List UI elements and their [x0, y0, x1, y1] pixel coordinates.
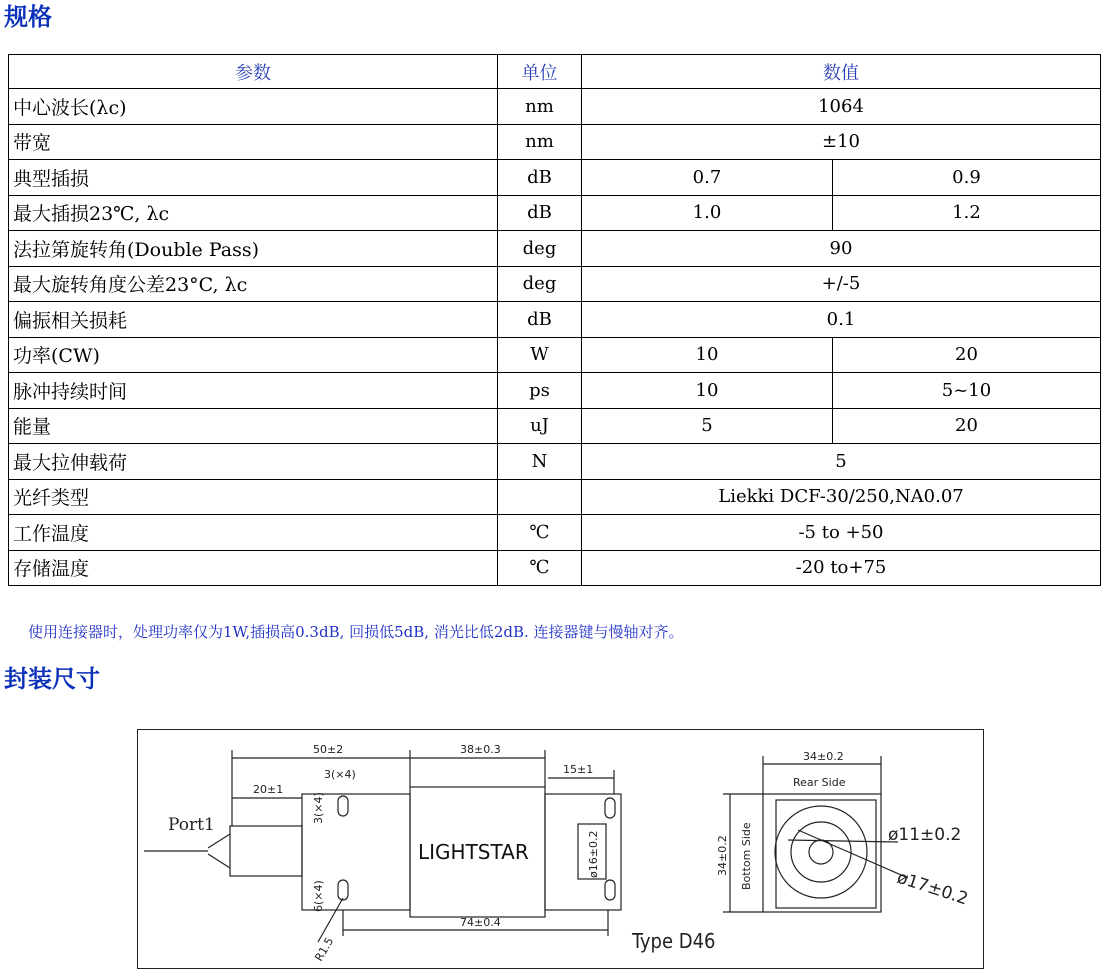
dim-15: 15±1: [563, 763, 594, 776]
dim-side-height: 34±0.2: [716, 835, 729, 876]
outer-circle: [775, 806, 867, 898]
unit-cell: dB: [498, 302, 582, 338]
spec-section-title: 规格: [4, 3, 52, 31]
spec-row: [9, 515, 1101, 551]
slot-top-left: [338, 796, 348, 816]
bottom-side-label: Bottom Side: [740, 822, 753, 890]
param-cell: 光纤类型: [9, 479, 498, 515]
dim-rear-width: 34±0.2: [803, 750, 844, 763]
spec-row: [9, 231, 1101, 267]
param-cell: 最大旋转角度公差23°C, λc: [9, 266, 498, 302]
spec-header-row: [9, 55, 1101, 89]
value-cell: Liekki DCF-30/250,NA0.07: [582, 479, 1101, 515]
param-cell: 工作温度: [9, 515, 498, 551]
unit-cell: nm: [498, 124, 582, 160]
value-cell: 5: [582, 444, 1101, 480]
spec-row: [9, 266, 1101, 302]
unit-cell: dB: [498, 160, 582, 196]
param-cell: 脉冲持续时间: [9, 373, 498, 409]
type-label: Type D46: [632, 929, 716, 953]
connector-note: 使用连接器时，处理功率仅为1W,插损高0.3dB, 回损低5dB, 消光比低2dB. 连接器键与慢轴对齐。: [28, 623, 684, 641]
spec-row: [9, 195, 1101, 231]
spec-table-body: [9, 89, 1101, 586]
value-cell: 90: [582, 231, 1101, 267]
value-cell: -5 to +50: [582, 515, 1101, 551]
param-cell: 法拉第旋转角(Double Pass): [9, 231, 498, 267]
spec-table: [8, 54, 1101, 586]
value-cell: +/-5: [582, 266, 1101, 302]
fiber-boot: [230, 826, 302, 876]
fiber-taper: [208, 834, 230, 868]
unit-cell: N: [498, 444, 582, 480]
spec-row: [9, 408, 1101, 444]
right-flange: [545, 794, 621, 910]
value-cell: 1.2: [833, 195, 1101, 231]
value-cell: 10: [582, 373, 833, 409]
value-cell: 20: [833, 337, 1101, 373]
spec-row: [9, 302, 1101, 338]
value-cell: 1064: [582, 89, 1101, 125]
slot-bottom-left: [338, 880, 348, 900]
spec-row: [9, 444, 1101, 480]
param-cell: 最大插损23℃, λc: [9, 195, 498, 231]
param-cell: 最大拉伸载荷: [9, 444, 498, 480]
unit-cell: dB: [498, 195, 582, 231]
param-cell: 存储温度: [9, 550, 498, 586]
unit-cell: [498, 479, 582, 515]
spec-row: [9, 89, 1101, 125]
value-cell: 5~10: [833, 373, 1101, 409]
unit-cell: uJ: [498, 408, 582, 444]
rear-body: [763, 794, 881, 912]
brand-label: LIGHTSTAR: [418, 840, 529, 864]
unit-cell: ℃: [498, 550, 582, 586]
param-cell: 典型插损: [9, 160, 498, 196]
rear-side-label: Rear Side: [793, 776, 846, 789]
dim-50: 50±2: [313, 743, 344, 756]
unit-cell: nm: [498, 89, 582, 125]
dim-holes-bottom: 6(×4): [312, 880, 325, 912]
value-cell: 1.0: [582, 195, 833, 231]
dim-38: 38±0.3: [460, 743, 501, 756]
port-label: Port1: [168, 815, 215, 835]
dim-74: 74±0.4: [460, 916, 501, 929]
dimension-drawing: [138, 730, 983, 968]
param-cell: 带宽: [9, 124, 498, 160]
unit-cell: ℃: [498, 515, 582, 551]
dim-bore: ø16±0.2: [587, 830, 600, 878]
value-cell: 5: [582, 408, 833, 444]
spec-row: [9, 337, 1101, 373]
package-drawing: [137, 729, 984, 969]
dim-holes-top: 3(×4): [324, 768, 356, 781]
dim-holes-side: 3(×4): [312, 792, 325, 824]
unit-cell: deg: [498, 231, 582, 267]
value-cell: 0.1: [582, 302, 1101, 338]
dim-20: 20±1: [253, 783, 284, 796]
spec-row: [9, 479, 1101, 515]
slot-bottom-right: [605, 880, 615, 900]
spec-row: [9, 550, 1101, 586]
value-cell: 20: [833, 408, 1101, 444]
dim-inner-dia: ø11±0.2: [888, 825, 962, 845]
param-cell: 能量: [9, 408, 498, 444]
dim-radius: R1.5: [312, 935, 337, 964]
value-cell: ±10: [582, 124, 1101, 160]
value-cell: 0.9: [833, 160, 1101, 196]
unit-cell: W: [498, 337, 582, 373]
dim-outer-dia: ø17±0.2: [894, 867, 971, 910]
param-cell: 功率(CW): [9, 337, 498, 373]
unit-cell: deg: [498, 266, 582, 302]
value-cell: -20 to+75: [582, 550, 1101, 586]
slot-top-right: [605, 798, 615, 818]
header-param: 参数: [9, 55, 498, 89]
param-cell: 偏振相关损耗: [9, 302, 498, 338]
param-cell: 中心波长(λc): [9, 89, 498, 125]
value-cell: 10: [582, 337, 833, 373]
value-cell: 0.7: [582, 160, 833, 196]
unit-cell: ps: [498, 373, 582, 409]
spec-row: [9, 373, 1101, 409]
package-section-title: 封装尺寸: [4, 665, 100, 693]
header-value: 数值: [582, 55, 1101, 89]
spec-row: [9, 124, 1101, 160]
header-unit: 单位: [498, 55, 582, 89]
spec-row: [9, 160, 1101, 196]
